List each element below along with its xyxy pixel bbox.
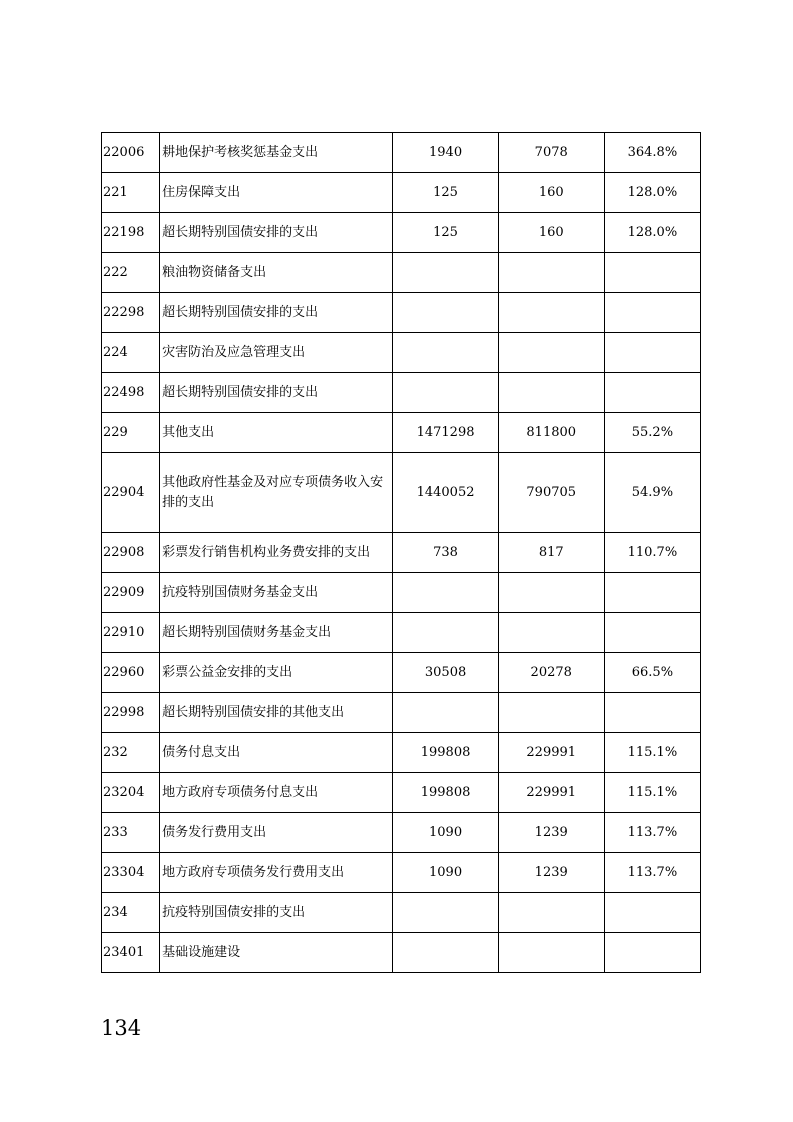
- item-code: 224: [102, 333, 160, 373]
- item-name: 其他政府性基金及对应专项债务收入安排的支出: [160, 453, 393, 533]
- item-name: 超长期特别国债财务基金支出: [160, 613, 393, 653]
- percent-change: [604, 253, 700, 293]
- table-row: [102, 213, 701, 253]
- percent-change: [604, 333, 700, 373]
- item-code: 232: [102, 733, 160, 773]
- item-code: 23204: [102, 773, 160, 813]
- item-code: 22960: [102, 653, 160, 693]
- amount-current: 20278: [498, 653, 604, 693]
- page-number: 134: [101, 1016, 142, 1040]
- amount-current: 1239: [498, 813, 604, 853]
- table-row: [102, 933, 701, 973]
- item-code: 22904: [102, 453, 160, 533]
- item-name: 超长期特别国债安排的其他支出: [160, 693, 393, 733]
- amount-current: [498, 573, 604, 613]
- table-row: [102, 813, 701, 853]
- amount-previous: [393, 293, 498, 333]
- item-name: 灾害防治及应急管理支出: [160, 333, 393, 373]
- amount-previous: 199808: [393, 733, 498, 773]
- table-row: [102, 653, 701, 693]
- amount-previous: [393, 253, 498, 293]
- item-code: 22498: [102, 373, 160, 413]
- amount-current: [498, 613, 604, 653]
- item-name: 耕地保护考核奖惩基金支出: [160, 133, 393, 173]
- item-code: 22908: [102, 533, 160, 573]
- percent-change: 128.0%: [604, 173, 700, 213]
- amount-previous: 1090: [393, 853, 498, 893]
- item-name: 债务发行费用支出: [160, 813, 393, 853]
- table-row: [102, 173, 701, 213]
- item-name: 彩票公益金安排的支出: [160, 653, 393, 693]
- table-row: [102, 253, 701, 293]
- amount-current: 229991: [498, 773, 604, 813]
- percent-change: 55.2%: [604, 413, 700, 453]
- percent-change: [604, 573, 700, 613]
- table-row: [102, 693, 701, 733]
- item-code: 23304: [102, 853, 160, 893]
- item-name: 抗疫特别国债财务基金支出: [160, 573, 393, 613]
- percent-change: [604, 933, 700, 973]
- table-row: [102, 373, 701, 413]
- amount-previous: 199808: [393, 773, 498, 813]
- table-row: [102, 773, 701, 813]
- table-row: [102, 293, 701, 333]
- amount-previous: [393, 693, 498, 733]
- item-name: 粮油物资储备支出: [160, 253, 393, 293]
- amount-current: [498, 293, 604, 333]
- amount-current: [498, 373, 604, 413]
- table-row: [102, 533, 701, 573]
- percent-change: 115.1%: [604, 733, 700, 773]
- item-code: 22006: [102, 133, 160, 173]
- amount-previous: 125: [393, 173, 498, 213]
- percent-change: 66.5%: [604, 653, 700, 693]
- item-code: 229: [102, 413, 160, 453]
- amount-previous: 1940: [393, 133, 498, 173]
- amount-current: 229991: [498, 733, 604, 773]
- item-name: 其他支出: [160, 413, 393, 453]
- amount-current: 7078: [498, 133, 604, 173]
- percent-change: 128.0%: [604, 213, 700, 253]
- item-name: 超长期特别国债安排的支出: [160, 213, 393, 253]
- amount-previous: 1471298: [393, 413, 498, 453]
- amount-current: [498, 693, 604, 733]
- amount-previous: [393, 333, 498, 373]
- amount-previous: 1440052: [393, 453, 498, 533]
- table-row: [102, 893, 701, 933]
- amount-previous: 1090: [393, 813, 498, 853]
- amount-previous: 738: [393, 533, 498, 573]
- item-name: 住房保障支出: [160, 173, 393, 213]
- amount-current: [498, 333, 604, 373]
- amount-previous: [393, 573, 498, 613]
- item-code: 233: [102, 813, 160, 853]
- item-code: 22998: [102, 693, 160, 733]
- amount-current: 790705: [498, 453, 604, 533]
- amount-current: [498, 933, 604, 973]
- table-row: [102, 413, 701, 453]
- item-name: 超长期特别国债安排的支出: [160, 373, 393, 413]
- item-code: 22910: [102, 613, 160, 653]
- item-name: 债务付息支出: [160, 733, 393, 773]
- table-row: [102, 453, 701, 533]
- percent-change: [604, 373, 700, 413]
- amount-previous: [393, 933, 498, 973]
- amount-current: [498, 893, 604, 933]
- budget-expenditure-table: [101, 132, 701, 973]
- table-row: [102, 853, 701, 893]
- item-code: 222: [102, 253, 160, 293]
- percent-change: [604, 293, 700, 333]
- item-code: 22298: [102, 293, 160, 333]
- amount-current: 160: [498, 213, 604, 253]
- item-code: 22909: [102, 573, 160, 613]
- table-row: [102, 333, 701, 373]
- percent-change: 54.9%: [604, 453, 700, 533]
- percent-change: 364.8%: [604, 133, 700, 173]
- table-row: [102, 613, 701, 653]
- item-code: 221: [102, 173, 160, 213]
- amount-previous: [393, 613, 498, 653]
- percent-change: 113.7%: [604, 853, 700, 893]
- item-code: 23401: [102, 933, 160, 973]
- percent-change: 110.7%: [604, 533, 700, 573]
- amount-current: 817: [498, 533, 604, 573]
- table-row: [102, 133, 701, 173]
- percent-change: [604, 893, 700, 933]
- item-name: 地方政府专项债务付息支出: [160, 773, 393, 813]
- amount-current: 1239: [498, 853, 604, 893]
- amount-previous: [393, 373, 498, 413]
- item-name: 彩票发行销售机构业务费安排的支出: [160, 533, 393, 573]
- amount-previous: [393, 893, 498, 933]
- amount-current: 160: [498, 173, 604, 213]
- percent-change: 115.1%: [604, 773, 700, 813]
- item-name: 抗疫特别国债安排的支出: [160, 893, 393, 933]
- amount-previous: 125: [393, 213, 498, 253]
- percent-change: [604, 613, 700, 653]
- item-name: 地方政府专项债务发行费用支出: [160, 853, 393, 893]
- item-code: 22198: [102, 213, 160, 253]
- item-name: 基础设施建设: [160, 933, 393, 973]
- amount-current: [498, 253, 604, 293]
- table-row: [102, 573, 701, 613]
- amount-current: 811800: [498, 413, 604, 453]
- percent-change: [604, 693, 700, 733]
- item-code: 234: [102, 893, 160, 933]
- amount-previous: 30508: [393, 653, 498, 693]
- percent-change: 113.7%: [604, 813, 700, 853]
- table-row: [102, 733, 701, 773]
- item-name: 超长期特别国债安排的支出: [160, 293, 393, 333]
